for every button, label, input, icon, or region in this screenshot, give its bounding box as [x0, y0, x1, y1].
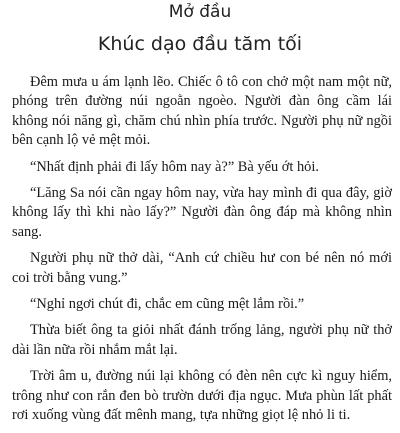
- paragraph: “Nghỉ ngơi chút đi, chắc em cũng mệt lắm rồi.”: [30, 296, 305, 313]
- chapter-title: Khúc dạo đầu tăm tối: [97, 33, 303, 55]
- paragraph: Thừa biết ông ta giỏi nhất đánh trống lảng, người phụ nữ thở dài lần nữa rồi nhắm mắt lại.: [12, 322, 392, 358]
- chapter-label: Mở đầu: [168, 2, 232, 22]
- paragraph: “Lăng Sa nói cần ngay hôm nay, vừa hay mình đi qua đây, giờ không lấy thì khi nào lấy?” Người đàn ông đáp mà không nhìn sang.: [12, 185, 392, 240]
- body-text: [12, 73, 392, 433]
- paragraph: “Nhất định phải đi lấy hôm nay à?” Bà yếu ớt hỏi.: [30, 158, 319, 175]
- paragraph: Trời âm u, đường núi lại không có đèn nên cực kì nguy hiểm, trông như con rắn đen bò trườn dưới địa ngục. Mưa phùn lất phất rơi xuống vùng đất mênh mang, tựa những giọt lệ nhỏ li ti.: [12, 368, 392, 424]
- paragraph: Người phụ nữ thở dài, “Anh cứ chiều hư con bé nên nó mới coi trời bằng vung.”: [12, 250, 392, 286]
- paragraph: Đêm mưa u ám lạnh lẽo. Chiếc ô tô con chở một nam một nữ, phóng trên đường núi ngoằn ngoèo. Người đàn ông cầm lái không nói năng gì, chăm chú nhìn phía trước. Người phụ nữ ngồi bên cạnh lộ vẻ mệt mỏi.: [12, 74, 392, 149]
